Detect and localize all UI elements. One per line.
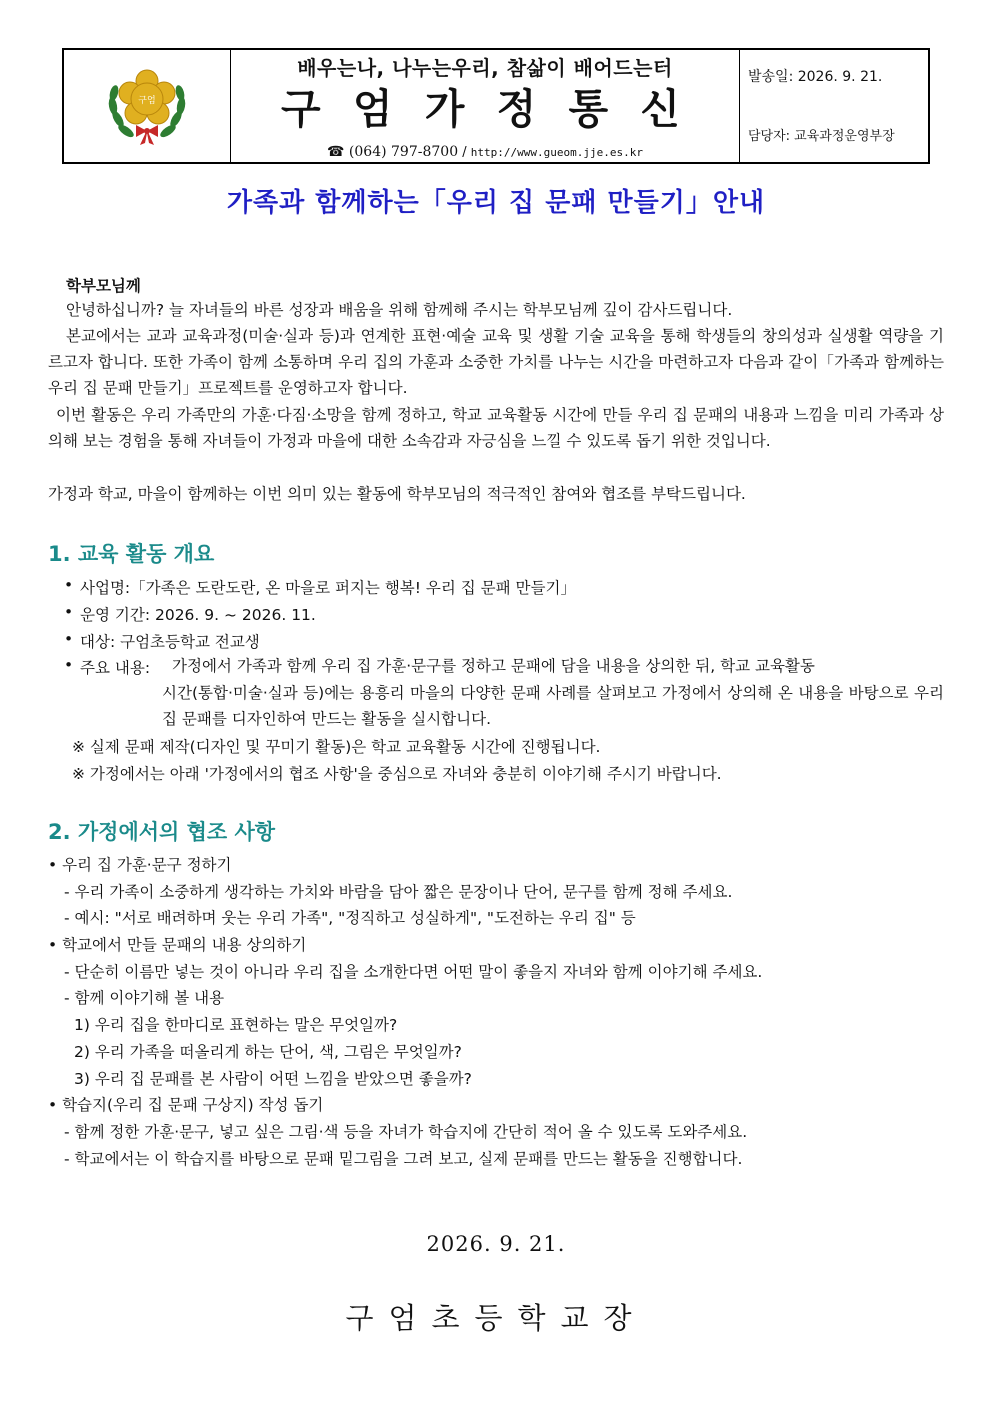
school-logo-cell [64,50,231,162]
intro-paragraph-4: 가정과 학교, 마을이 함께하는 이번 의미 있는 활동에 학부모님의 적극적인 참여와 협조를 부탁드립니다. [48,485,746,503]
person-in-charge: 담당자: 교육과정운영부장 [748,129,895,144]
cooperation-detail: - 우리 가족이 소중하게 생각하는 가치와 바람을 담아 짧은 문장이나 단어, 문구를 함께 정해 주세요. [64,883,733,901]
school-slogan: 배우는나, 나누는우리, 참삶이 배어드는터 [297,56,673,80]
phone-number: ☎ (064) 797-8700 [327,144,459,160]
overview-note-2: ※ 가정에서는 아래 '가정에서의 협조 사항'을 중심으로 자녀와 충분히 이야기해 주시기 바랍니다. [72,765,722,783]
cooperation-example: - 예시: "서로 배려하며 웃는 우리 가족", "정직하고 성실하게", "도전하는 우리 집" 등 [64,909,636,927]
newsletter-masthead [231,50,740,162]
cooperation-item-worksheet: • 학습지(우리 집 문패 구상지) 작성 돕기 [48,1096,324,1114]
issue-info [740,50,928,162]
overview-content-line-1: 가정에서 가족과 함께 우리 집 가훈·문구를 정하고 문패에 담을 내용을 상의한 뒤, 학교 교육활동 [172,657,815,675]
document-title: 가족과 함께하는「우리 집 문패 만들기」안내 [226,188,766,218]
principal-signature: 구엄초등학교장 [345,1301,647,1335]
discussion-question-1: 1) 우리 집을 한마디로 표현하는 말은 무엇일까? [74,1016,398,1034]
overview-content-label: 주요 내용: [80,659,151,677]
contact-separator: / [458,145,471,160]
intro-paragraph-1: 안녕하십니까? 늘 자녀들의 바른 성장과 배움을 위해 함께해 주시는 학부모님께 깊이 감사드립니다. [66,301,733,319]
newsletter-title: 구 엄 가 정 통 신 [280,85,689,133]
cooperation-item-discuss: • 학교에서 만들 문패의 내용 상의하기 [48,936,307,954]
overview-item-period: 운영 기간: 2026. 9. ~ 2026. 11. [80,606,316,624]
overview-content-rest: 시간(통합·미술·실과 등)에는 용흥리 마을의 다양한 문패 사례를 살펴보고 가정에서 상의해 온 내용을 바탕으로 우리 집 문패를 디자인하여 만드는 활동을 실시합니다. [162,684,944,729]
discussion-question-2: 2) 우리 가족을 떠올리게 하는 단어, 색, 그림은 무엇일까? [74,1043,462,1061]
section-2-heading: 2. 가정에서의 협조 사항 [48,820,276,844]
logo-text: 구엄 [138,96,156,106]
cooperation-detail: - 함께 정한 가훈·문구, 넣고 싶은 그림·색 등을 자녀가 학습지에 간단히 적어 올 수 있도록 도와주세요. [64,1123,748,1141]
discussion-question-3: 3) 우리 집 문패를 본 사람이 어떤 느낌을 받았으면 좋을까? [74,1070,472,1088]
cooperation-detail: - 함께 이야기해 볼 내용 [64,989,225,1007]
bullet-icon: • [64,576,74,594]
bullet-icon: • [64,630,74,648]
contact-info [231,144,739,160]
bullet-icon: • [64,656,74,674]
issue-date: 2026. 9. 21. [426,1232,566,1256]
school-url-link[interactable]: http://www.gueom.jje.es.kr [470,146,643,159]
overview-item-target: 대상: 구엄초등학교 전교생 [80,633,260,651]
intro-paragraph-2: 본교에서는 교과 교육과정(미술·실과 등)과 연계한 표현·예술 교육 및 생활 기술 교육을 통해 학생들의 창의성과 실생활 역량을 기르고자 합니다. 또한 가족이 함께 소통하며 우리 집의 가훈과 소중한 가치를 나누는 시간을 마련하고자 다음과 같이「가족과 함께하는 우리 집 문패 만들기」프로젝트를 운영하고자 합니다. [48,327,944,398]
cooperation-item-motto: • 우리 집 가훈·문구 정하기 [48,856,232,874]
cooperation-detail: - 단순히 이름만 넣는 것이 아니라 우리 집을 소개한다면 어떤 말이 좋을지 자녀와 함께 이야기해 주세요. [64,963,763,981]
salutation: 학부모님께 [66,277,141,295]
school-emblem-icon [102,61,192,151]
section-1-heading: 1. 교육 활동 개요 [48,542,215,566]
overview-note-1: ※ 실제 문패 제작(디자인 및 꾸미기 활동)은 학교 교육활동 시간에 진행됩니다. [72,738,601,756]
cooperation-detail: - 학교에서는 이 학습지를 바탕으로 문패 밑그림을 그려 보고, 실제 문패를 만드는 활동을 진행합니다. [64,1150,743,1168]
overview-item-project: 사업명:「가족은 도란도란, 온 마을로 퍼지는 행복! 우리 집 문패 만들기」 [80,579,576,597]
newsletter-header [62,48,930,164]
intro-paragraph-3: 이번 활동은 우리 가족만의 가훈·다짐·소망을 함께 정하고, 학교 교육활동 시간에 만들 우리 집 문패의 내용과 느낌을 미리 가족과 상의해 보는 경험을 통해 자녀들이 가정과 마을에 대한 소속감과 자긍심을 느낄 수 있도록 돕기 위한 것입니다. [48,406,944,451]
send-date: 발송일: 2026. 9. 21. [748,69,883,85]
bullet-icon: • [64,603,74,621]
